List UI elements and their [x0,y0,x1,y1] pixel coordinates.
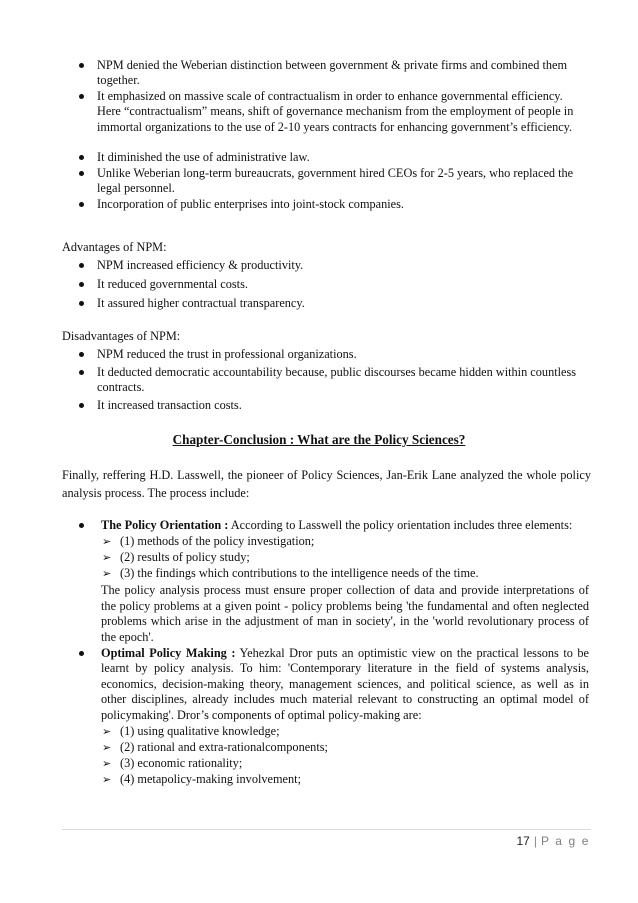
list-item: ➢ (2) results of policy study; [102,550,250,565]
chapter-conclusion-heading: Chapter-Conclusion : What are the Policy Sciences? [172,432,466,447]
footer-separator: | [533,834,537,848]
optimal-subitems [102,724,589,788]
list-item: It reduced governmental costs. [97,277,583,296]
bullet-icon [79,523,84,528]
advantages-list [97,258,583,315]
page-label: P a g e [540,834,590,848]
policy-orientation-title: The Policy Orientation : [101,518,229,532]
disadvantages-label: Disadvantages of NPM: [62,329,181,343]
bullet-icon [79,370,84,375]
list-item: Unlike Weberian long-term bureaucrats, government hired CEOs for 2-5 years, who replaced the legal personnel. [97,166,583,197]
list-item: ➢ (3) economic rationality; [102,756,243,771]
arrow-bullet-icon: ➢ [102,535,112,549]
list-item: The Policy Orientation : According to Lasswell the policy orientation includes three elements: ➢ (1) methods of the policy investigation; ➢ (2) results of policy study; ➢ (3) the findings which contributions to the intelligence needs of the time. The policy analysis process must ensure proper collection of data and provide interpretations of the policy problems at a given point - policy problems being 'the fundamental and often neglected problems which arise in the adjustment of man in society', in the 'world revolutionary process of the epoch'. [101,518,589,645]
arrow-bullet-icon: ➢ [102,773,112,787]
bullet-icon [79,301,84,306]
list-item: ➢ (2) rational and extra-rationalcomponents; [102,740,328,755]
bullet-icon [79,352,84,357]
advantages-label: Advantages of NPM: [62,240,167,254]
list-item: Optimal Policy Making : Yehezkal Dror puts an optimistic view on the practical lessons to be learnt by policy analysis. To him: 'Contemporary literature in the field of systems analysis, economics, decision-making theory, management sciences, and political science, as well as in other disciplines, already includes much material relevant to constructing an optimal model of policymaking'. Dror’s components of optimal policy-making are: ➢ (1) using qualitative knowledge; ➢ (2) rational and extra-rationalcomponents; ➢ (3) economic rationality; ➢ (4) metapolicy-making involvement; [101,646,589,788]
footer-divider [62,829,591,830]
arrow-bullet-icon: ➢ [102,725,112,739]
list-item: NPM denied the Weberian distinction between government & private firms and combined them together. [97,58,583,89]
bullet-icon [79,94,84,99]
bullet-icon [79,171,84,176]
bullet-icon [79,651,84,656]
bullet-icon [79,202,84,207]
npm-points-list [97,58,583,213]
list-item: ➢ (4) metapolicy-making involvement; [102,772,301,787]
list-item: ➢ (1) using qualitative knowledge; [102,724,280,739]
list-item: Incorporation of public enterprises into joint-stock companies. [97,197,583,213]
arrow-bullet-icon: ➢ [102,551,112,565]
arrow-bullet-icon: ➢ [102,741,112,755]
list-item: It emphasized on massive scale of contractualism in order to enhance governmental efficiency. Here “contractualism” means, shift of governance mechanism from the employment of people in immortal organizations to the use of 2-10 years contracts for enhancing government’s efficiency. [97,89,583,150]
arrow-bullet-icon: ➢ [102,567,112,581]
bullet-icon [79,403,84,408]
orientation-paragraph: The policy analysis process must ensure proper collection of data and provide interpretations of the policy problems at a given point - policy problems being 'the fundamental and often neglected problems which arise in the adjustment of man in society', in the 'world revolutionary process of the epoch'. [101,583,589,644]
policy-sciences-list [101,518,589,788]
list-item: ➢ (1) methods of the policy investigation; [102,534,315,549]
list-item: ➢ (3) the findings which contributions to the intelligence needs of the time. [102,566,479,581]
list-item: It assured higher contractual transparency. [97,296,583,315]
list-item: It diminished the use of administrative law. [97,150,583,166]
orientation-subitems [102,534,589,582]
arrow-bullet-icon: ➢ [102,757,112,771]
bullet-icon [79,263,84,268]
page-number: 17 [516,834,530,848]
list-item: NPM increased efficiency & productivity. [97,258,583,277]
page-footer [517,834,591,849]
list-item: It increased transaction costs. [97,398,583,414]
disadvantages-list [97,347,583,414]
list-item: NPM reduced the trust in professional organizations. [97,347,583,365]
bullet-icon [79,282,84,287]
bullet-icon [79,63,84,68]
optimal-policy-title: Optimal Policy Making : [101,646,236,661]
conclusion-intro: Finally, reffering H.D. Lasswell, the pioneer of Policy Sciences, Jan-Erik Lane analyzed the whole policy analysis process. The process include: [62,468,591,500]
bullet-icon [79,155,84,160]
list-item: It deducted democratic accountability because, public discourses became hidden within countless contracts. [97,365,583,398]
